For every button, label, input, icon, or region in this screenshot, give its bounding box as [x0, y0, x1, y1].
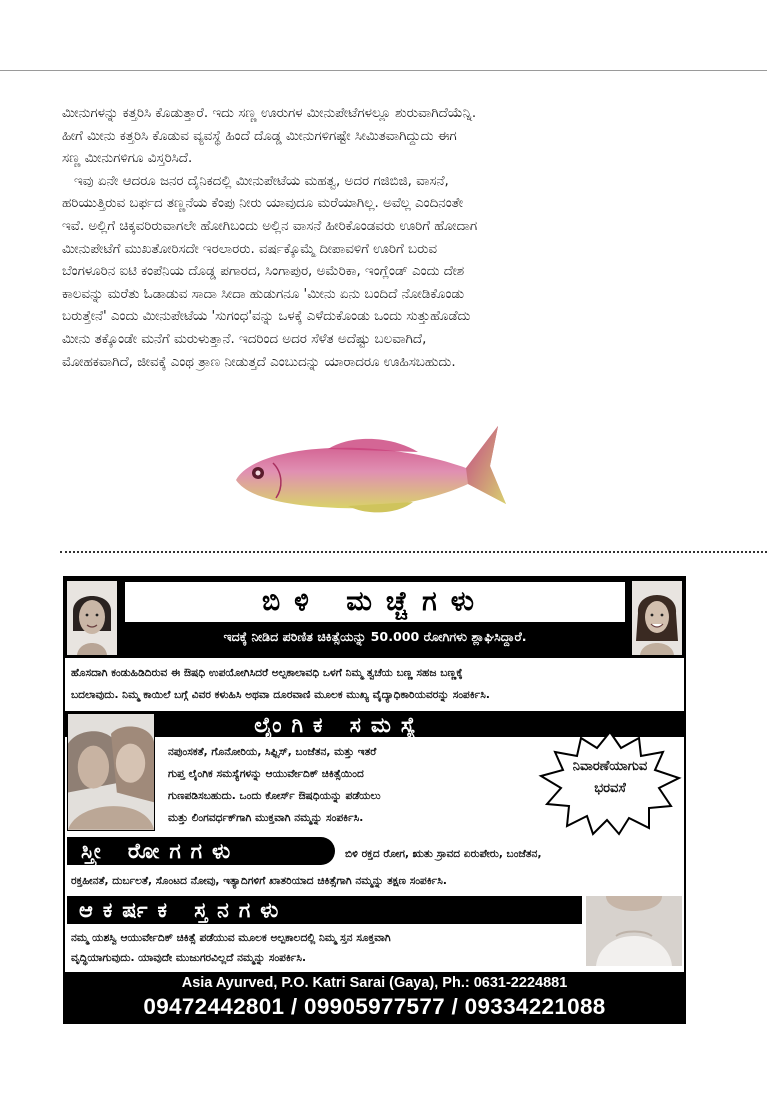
article-line: ಮೀನುಗಳನ್ನು ಕತ್ತರಿಸಿ ಕೊಡುತ್ತಾರೆ. ಇದು ಸಣ್ಣ ಊರುಗಳ ಮೀನುಪೇಟೆಗಳಲ್ಲೂ ಶುರುವಾಗಿದೆಯೆನ್ನಿ. [62, 106, 477, 121]
top-divider [0, 70, 767, 71]
woman-photo [586, 896, 682, 966]
ad-subtitle-testimonial: ಇದಕ್ಕೆ ನೀಡಿದ ಪರಿಣಿತ ಚಿಕಿತ್ಸೆಯನ್ನು 50.000 ರೋಗಿಗಳು ಶ್ಲಾಘಿಸಿದ್ದಾರೆ. [223, 629, 527, 644]
burst-line: ನಿವಾರಣೆಯಾಗುವ [572, 759, 648, 774]
article-line: ಇವು ಏನೇ ಆದರೂ ಜನರ ದೈನಿಕದಲ್ಲಿ ಮೀನುಪೇಟೆಯ ಮಹತ್ವ, ಅದರ ಗಜಿಬಿಜಿ, ವಾಸನೆ, [74, 173, 449, 189]
white-spots-description [71, 662, 679, 706]
ad-title-white-spots: ಬಿಳಿ ಮಚ್ಚೆಗಳು [125, 582, 625, 622]
article-line: ಹೀಗೆ ಮೀನು ಕತ್ತರಿಸಿ ಕೊಡುವ ವ್ಯವಸ್ಥೆ ಹಿಂದೆ ದೊಡ್ಡ ಮೀನುಗಳಿಗಷ್ಟೇ ಸೀಮಿತವಾಗಿದ್ದುದು ಈಗ [62, 128, 457, 144]
ad-title-sexual-problems: ಲೈಂಗಿಕ ಸಮಸ್ಯೆ [254, 713, 426, 737]
article-line: ಮೀನು ತಕ್ಕೊಂಡೇ ಮನೆಗೆ ಮರುಳುತ್ತಾನೆ. ಇದರಿಂದ ಅದರ ಸೆಳೆತ ಅದೆಷ್ಟು ಬಲವಾಗಿದೆ, [62, 331, 427, 347]
fish-illustration [228, 418, 508, 518]
article-line: ಬೆಂಗಳೂರಿನ ಐಟಿ ಕಂಪೆನಿಯ ದೊಡ್ಡ ಪಗಾರದ, ಸಿಂಗಾಪುರ, ಅಮೆರಿಕಾ, ಇಂಗ್ಲೆಂಡ್ ಎಂದು ದೇಶ [62, 264, 465, 280]
description-line: ಗುಪ್ತ ಲೈಂಗಿಕ ಸಮಸ್ಯೆಗಳನ್ನು ಆಯುರ್ವೇದಿಕ್ ಚಿಕಿತ್ಸೆಯಿಂದ [168, 768, 364, 780]
woman-portrait-left [67, 581, 117, 655]
womens-diseases-description-cont: ರಕ್ತಹೀನತೆ, ದುರ್ಬಲತೆ, ಸೊಂಟದ ನೋವು, ಇತ್ಯಾದಿಗಳಿಗೆ ಖಾತರಿಯಾದ ಚಿಕಿತ್ಸೆಗಾಗಿ ನಮ್ಮನ್ನು ತಕ್ಷಣ ಸಂಪರ್ಕಿಸಿ. [71, 875, 447, 887]
dotted-divider [60, 551, 767, 553]
article-line: ಸಣ್ಣ ಮೀನುಗಳಿಗೂ ವಿಸ್ತರಿಸಿದೆ. [62, 151, 193, 167]
ad-title-womens-diseases: ಸ್ತ್ರೀ ರೋಗಗಳು [67, 837, 335, 865]
woman-portrait-right [632, 581, 682, 655]
ad-title-attractive-breasts: ಆಕರ್ಷಕ ಸ್ತನಗಳು [79, 898, 289, 922]
description-line: ನಮ್ಮ ಯಶಸ್ವಿ ಆಯುರ್ವೇದಿಕ್ ಚಿಕಿತ್ಸೆ ಪಡೆಯುವ ಮೂಲಕ ಅಲ್ಪಕಾಲದಲ್ಲಿ ನಿಮ್ಮ ಸ್ತನ ಸೂಕ್ತವಾಗಿ [71, 932, 391, 944]
article-line: ಬರುತ್ತೇನೆ' ಎಂದು ಮೀನುಪೇಟೆಯ 'ಸುಗಂಧ'ವನ್ನು ಒಳಕ್ಕೆ ಎಳೆದುಕೊಂಡು ಒಂದು ಸುತ್ತುಹೊಡೆದು [62, 309, 471, 325]
description-line: ಹೊಸದಾಗಿ ಕಂಡುಹಿಡಿದಿರುವ ಈ ಔಷಧಿ ಉಪಯೋಗಿಸಿದರೆ ಅಲ್ಪಕಾಲಾವಧಿ ಒಳಗೆ ನಿಮ್ಮ ತ್ವಚೆಯ ಬಣ್ಣ ಸಹಜ ಬಣ್ಣಕ್ಕೆ [71, 667, 463, 679]
starburst-text [550, 756, 670, 800]
article-line: ಇವೆ. ಅಲ್ಲಿಗೆ ಚಿಕ್ಕವರಿರುವಾಗಲೇ ಹೋಗಿಬಂದು ಅಲ್ಲಿನ ವಾಸನೆ ಹೀರಿಕೊಂಡವರು ಊರಿಗೆ ಹೋದಾಗ [62, 218, 478, 234]
womens-diseases-description: ಬಿಳಿ ರಕ್ತದ ರೋಗ, ಋತು ಸ್ರಾವದ ಏರುಪೇರು, ಬಂಜೆತನ, [345, 848, 542, 860]
burst-line: ಭರವಸೆ [594, 781, 626, 796]
description-line: ಮತ್ತು ಲಿಂಗವರ್ಧಕ್‌ಗಾಗಿ ಮುಕ್ತವಾಗಿ ನಮ್ಮನ್ನು ಸಂಪರ್ಕಿಸಿ. [168, 812, 364, 824]
ayurved-advertisement [63, 576, 686, 1024]
contact-address: Asia Ayurved, P.O. Katri Sarai (Gaya), Ph.: 0631-2224881 [181, 975, 568, 991]
couple-photo [67, 713, 155, 831]
article-line: ಮೀನುಪೇಟೆಗೆ ಮುಖತೋರಿಸದೇ ಇರಲಾರರು. ವರ್ಷಕ್ಕೊಮ್ಮೆ ದೀಪಾವಳಿಗೆ ಊರಿಗೆ ಬರುವ [62, 241, 438, 257]
contact-phone-numbers: 09472442801 / 09905977577 / 09334221088 [143, 994, 606, 1019]
article-text [62, 103, 702, 374]
article-line: ಕಾಲವನ್ನು ಮರೆತು ಓಡಾಡುವ ಸಾದಾ ಸೀದಾ ಹುಡುಗನೂ 'ಮೀನು ಏನು ಬಂದಿದೆ ನೋಡಿಕೊಂಡು [62, 286, 465, 302]
description-line: ನಪುಂಸಕತೆ, ಗೊನೋರಿಯ, ಸಿಫ್ಲಿಸ್, ಬಂಜೆತನ, ಮತ್ತು ಇತರೆ [168, 746, 377, 758]
article-line: ಮೋಹಕವಾಗಿದೆ, ಜೀವಕ್ಕೆ ಎಂಥ ತ್ರಾಣ ನೀಡುತ್ತದೆ ಎಂಬುದನ್ನು ಯಾರಾದರೂ ಊಹಿಸಬಹುದು. [62, 354, 456, 370]
description-line: ಬದಲಾವುದು. ನಿಮ್ಮ ಕಾಯಿಲೆ ಬಗ್ಗೆ ವಿವರ ಕಳುಹಿಸಿ ಅಥವಾ ದೂರವಾಣಿ ಮೂಲಕ ಮುಖ್ಯ ವೈದ್ಯಾಧಿಕಾರಿಯವರನ್ನು ಸಂಪರ್ಕಿಸಿ. [71, 689, 490, 701]
description-line: ಗುಣಪಡಿಸಬಹುದು. ಒಂದು ಕೋರ್ಸ್ ಔಷಧಿಯನ್ನು ಪಡೆಯಲು [168, 790, 381, 802]
description-line: ವೃದ್ಧಿಯಾಗುವುದು. ಯಾವುದೇ ಮುಜುಗರವಿಲ್ಲದೆ ನಮ್ಮನ್ನು ಸಂಪರ್ಕಿಸಿ. [71, 952, 307, 964]
article-line: ಹರಿಯುತ್ತಿರುವ ಬರ್ಫದ ತಣ್ಣನೆಯ ಕೆಂಪು ನೀರು ಯಾವುದೂ ಮರೆಯಾಗಿಲ್ಲ. ಅವೆಲ್ಲ ಎಂದಿನಂತೇ [62, 196, 464, 212]
sexual-problems-description [168, 741, 548, 829]
attractive-breasts-description [71, 928, 581, 968]
